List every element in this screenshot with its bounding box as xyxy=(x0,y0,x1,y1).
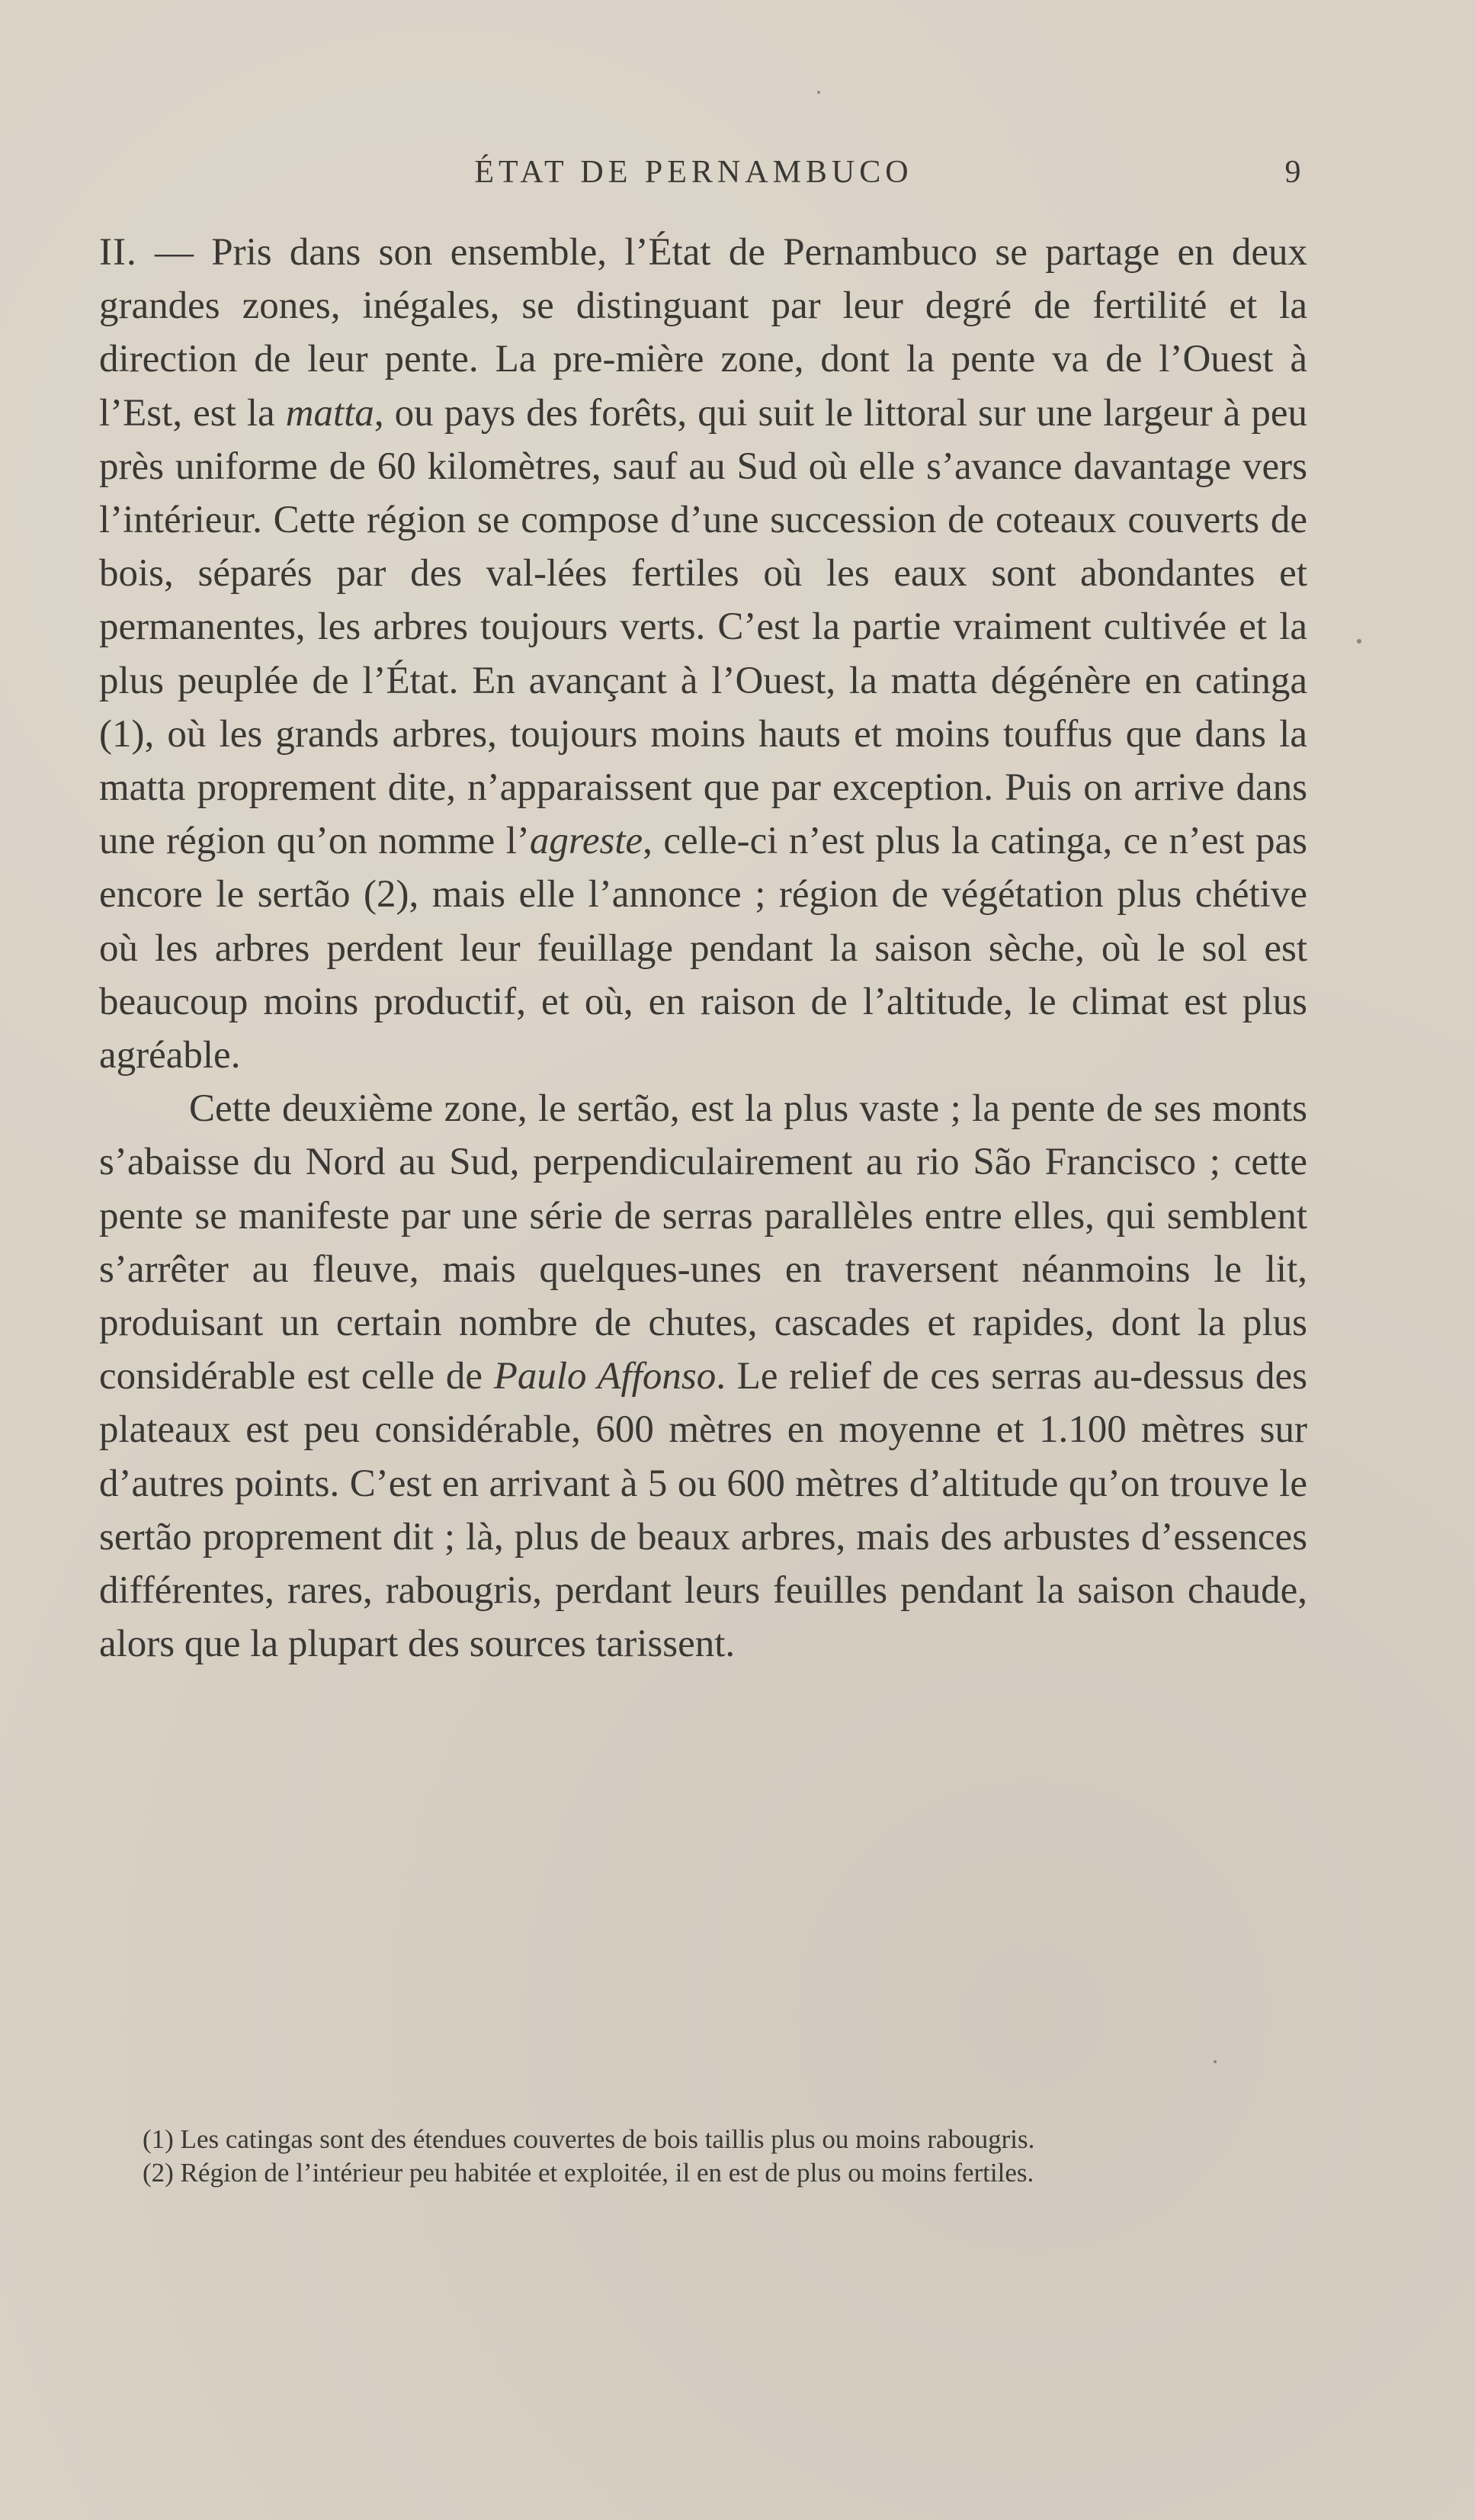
paragraph-1-middle: , ou pays des forêts, qui suit le littoral sur une largeur à peu près uniforme de 60 kilomètres, sauf au Sud où elle s’avance davantage vers l’intérieur. Cette région se compose d’une succession de coteaux couverts de bois, séparés par des val-lées fertiles où les eaux sont abondantes et permanentes, les arbres toujours verts. C’est la partie vraiment cultivée et la plus peuplée de l’État. En avançant à l’Ouest, la matta dégénère en catinga (1), où les grands arbres, toujours moins hauts et moins touffus que dans la matta proprement dite, n’apparaissent que par exception. Puis on arrive dans une région qu’on nomme l’ xyxy=(99,391,1308,863)
paragraph-1 xyxy=(99,226,1307,1082)
running-header: ÉTAT DE PERNAMBUCO xyxy=(474,155,913,190)
term-matta: matta xyxy=(285,391,374,435)
paragraph-1-end: , celle-ci n’est plus la catinga, ce n’est pas encore le sertão (2), mais elle l’annonce ; région de végétation plus chétive où les arbres perdent leur feuillage pendant la saison sèche, où le sol est beaucoup moins productif, et où, en raison de l’altitude, le climat est plus agréable. xyxy=(99,820,1307,1077)
paper-speck xyxy=(817,91,820,94)
paragraph-2 xyxy=(99,1082,1307,1671)
footnotes xyxy=(99,2123,1307,2190)
term-agreste: agreste xyxy=(529,820,643,863)
paragraph-2-start: Cette deuxième zone, le sertão, est la plus vaste ; la pente de ses monts s’abaisse du Nord au Sud, perpendiculairement au rio São Francisco ; cette pente se manifeste par une série de serras parallèles entre elles, qui semblent s’arrêter au fleuve, mais quelques-unes en traversent néanmoins le lit, produisant un certain nombre de chutes, cascades et rapides, dont la plus considérable est celle de xyxy=(99,1087,1307,1398)
paragraph-2-end: . Le relief de ces serras au-dessus des plateaux est peu considérable, 600 mètres en moyenne et 1.100 mètres sur d’autres points. C’est en arrivant à 5 ou 600 mètres d’altitude qu’on trouve le sertão proprement dit ; là, plus de beaux arbres, mais des arbustes d’essences différentes, rares, rabougris, perdant leurs feuilles pendant la saison chaude, alors que la plupart des sources tarissent. xyxy=(99,1355,1307,1666)
main-text xyxy=(99,226,1307,1671)
paper-speck xyxy=(1214,2060,1217,2063)
page-number: 9 xyxy=(1284,155,1301,190)
paragraph-1-intro: — Pris dans son ensemble, l’État de Pernambuco se partage en deux grandes zones, inégales, se distinguant par leur degré de fertilité et la direction de leur pente. La pre-mière zone, dont la pente va de l’Ouest à l’Est, est la xyxy=(99,231,1307,435)
section-number: II. xyxy=(99,231,137,274)
paper-speck xyxy=(1357,639,1361,644)
footnote-1: (1) Les catingas sont des étendues couvertes de bois taillis plus ou moins rabougris. xyxy=(143,2124,1035,2154)
footnote-2: (2) Région de l’intérieur peu habitée et exploitée, il en est de plus ou moins fertiles. xyxy=(143,2158,1034,2188)
term-paulo-affonso: Paulo Affonso xyxy=(493,1355,717,1398)
